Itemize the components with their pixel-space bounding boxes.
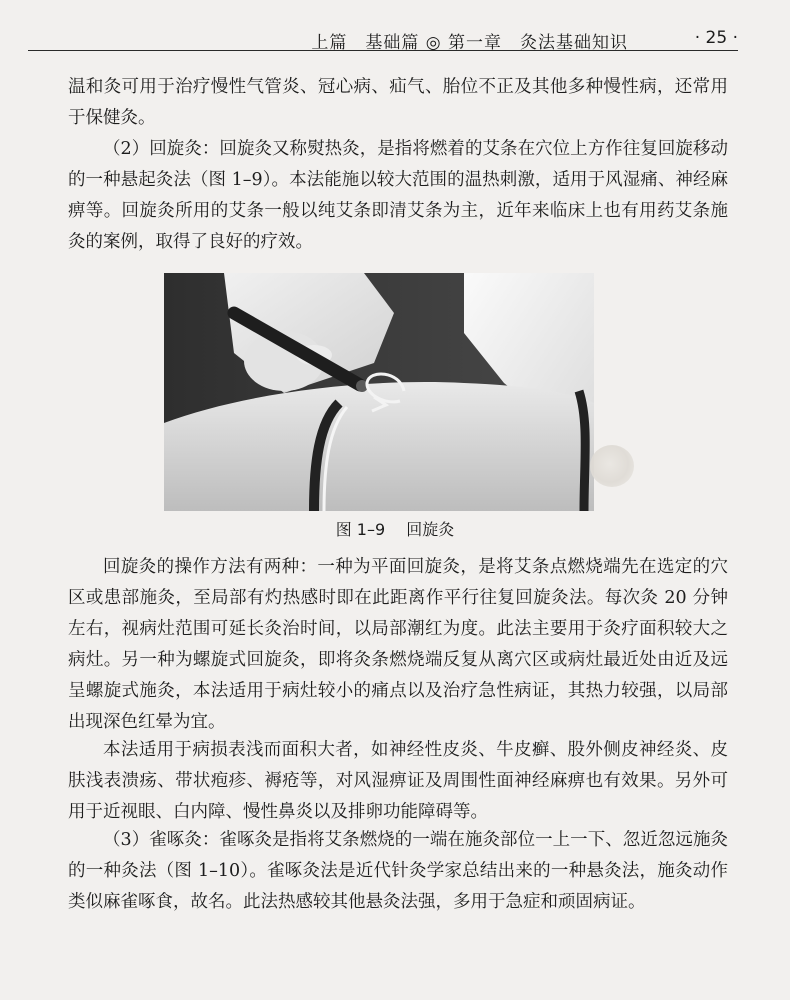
paragraph-rotating-moxibustion: （2）回旋灸：回旋灸又称熨热灸，是指将燃着的艾条在穴位上方作往复回旋移动的一种悬起灸法（图 1–9）。本法能施以较大范围的温热刺激，适用于风湿痛、神经麻痹等。回旋灸所用的艾条一般以纯艾条即清艾条为主，近年来临床上也有用药艾条施灸的案例，取得了良好的疗效。 <box>68 139 728 252</box>
paragraph-sparrow-pecking-moxibustion: （3）雀啄灸：雀啄灸是指将艾条燃烧的一端在施灸部位一上一下、忽近忽远施灸的一种灸法（图 1–10）。雀啄灸法是近代针灸学家总结出来的一种悬灸法，施灸动作类似麻雀啄食，故名。此法热感较其他悬灸法强，多用于急症和顽固病证。 <box>68 830 728 912</box>
figure-caption: 图 1–9 回旋灸 <box>335 520 455 539</box>
figure-rotating-moxibustion <box>164 273 594 511</box>
paragraph-indications: 本法适用于病损表浅而面积大者，如神经性皮炎、牛皮癣、股外侧皮神经炎、皮肤浅表溃疡、带状疱疹、褥疮等，对风湿痹证及周围性面神经麻痹也有效果。另外可用于近视眼、白内障、慢性鼻炎以及排卵功能障碍等。 <box>68 740 728 822</box>
paper-stain <box>590 445 634 487</box>
moxibustion-photo-illustration <box>164 273 594 511</box>
page-number: · 25 · <box>694 28 738 48</box>
paragraph-warm-moxibustion-uses: 温和灸可用于治疗慢性气管炎、冠心病、疝气、胎位不正及其他多种慢性病，还常用于保健灸。 <box>68 77 728 128</box>
running-header <box>28 28 738 51</box>
chapter-title: 上篇 基础篇 ◎ 第一章 灸法基础知识 <box>311 33 628 53</box>
paragraph-operation-methods: 回旋灸的操作方法有两种：一种为平面回旋灸，是将艾条点燃烧端先在选定的穴区或患部施灸，至局部有灼热感时即在此距离作平行往复回旋灸法。每次灸 20 分钟左右，视病灶范围可延长灸治时间，以局部潮红为度。此法主要用于灸疗面积较大之病灶。另一种为螺旋式回旋灸，即将灸条燃烧端反复从离穴区或病灶最近处由近及远呈螺旋式施灸，本法适用于病灶较小的痛点以及治疗急性病证，其热力较强，以局部出现深色红晕为宜。 <box>68 557 728 732</box>
